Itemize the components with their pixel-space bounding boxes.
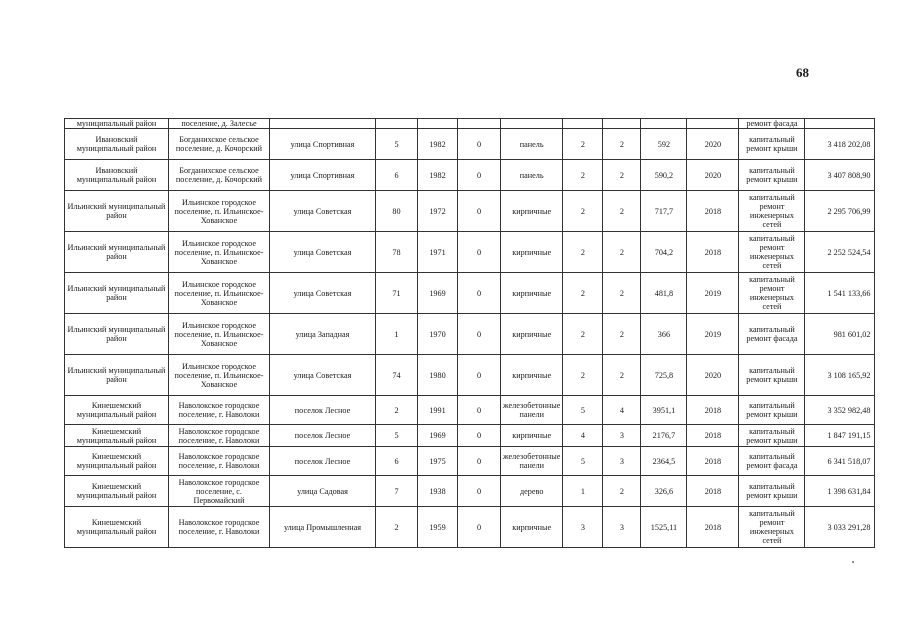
cell-plan-year: 2020 <box>687 129 739 160</box>
cell-wall <box>501 119 563 129</box>
cell-fl: 2 <box>603 476 641 507</box>
cell-area: 326,6 <box>641 476 687 507</box>
cell-wall: железобетонные панели <box>501 447 563 476</box>
cell-floors-num: 0 <box>458 476 501 507</box>
cell-fl: 3 <box>603 447 641 476</box>
cell-fl: 2 <box>603 129 641 160</box>
cell-settlement: Наволокское городское поселение, г. Наволоки <box>169 447 270 476</box>
cell-fl: 2 <box>603 232 641 273</box>
cell-year: 1971 <box>418 232 458 273</box>
cell-floors-num: 0 <box>458 129 501 160</box>
cell-wall: кирпичные <box>501 507 563 548</box>
cell-work: капитальный ремонт крыши <box>739 425 805 447</box>
cell-house: 74 <box>376 355 418 396</box>
cell-year: 1938 <box>418 476 458 507</box>
cell-cost: 3 033 291,28 <box>805 507 875 548</box>
cell-entr <box>563 119 603 129</box>
cell-area: 704,2 <box>641 232 687 273</box>
cell-settlement: Богданихское сельское поселение, д. Кочорский <box>169 160 270 191</box>
cell-area: 1525,11 <box>641 507 687 548</box>
cell-area: 3951,1 <box>641 396 687 425</box>
cell-district: Ильинский муниципальный район <box>65 232 169 273</box>
cell-street: улица Спортивная <box>270 160 376 191</box>
cell-plan-year: 2018 <box>687 476 739 507</box>
cell-settlement: Ильинское городское поселение, п. Ильинское-Хованское <box>169 355 270 396</box>
cell-year: 1982 <box>418 160 458 191</box>
cell-district: Кинешемский муниципальный район <box>65 447 169 476</box>
cell-year <box>418 119 458 129</box>
cell-floors-num: 0 <box>458 191 501 232</box>
cell-area: 592 <box>641 129 687 160</box>
cell-settlement: поселение, д. Залесье <box>169 119 270 129</box>
cell-cost: 3 108 165,92 <box>805 355 875 396</box>
housing-register-table <box>64 118 875 548</box>
cell-cost: 1 541 133,66 <box>805 273 875 314</box>
cell-district: Ильинский муниципальный район <box>65 314 169 355</box>
cell-district: Ивановский муниципальный район <box>65 129 169 160</box>
cell-year: 1969 <box>418 425 458 447</box>
cell-cost: 1 847 191,15 <box>805 425 875 447</box>
cell-year: 1959 <box>418 507 458 548</box>
cell-fl: 2 <box>603 191 641 232</box>
cell-house: 2 <box>376 507 418 548</box>
cell-year: 1982 <box>418 129 458 160</box>
cell-street: улица Спортивная <box>270 129 376 160</box>
cell-plan-year: 2018 <box>687 425 739 447</box>
cell-area: 717,7 <box>641 191 687 232</box>
cell-work: капитальный ремонт инженерных сетей <box>739 191 805 232</box>
cell-entr: 2 <box>563 129 603 160</box>
cell-cost: 981 601,02 <box>805 314 875 355</box>
cell-district: Ильинский муниципальный район <box>65 355 169 396</box>
cell-floors-num: 0 <box>458 355 501 396</box>
cell-entr: 5 <box>563 447 603 476</box>
cell-street: улица Советская <box>270 355 376 396</box>
cell-district: Ильинский муниципальный район <box>65 191 169 232</box>
cell-district: муниципальный район <box>65 119 169 129</box>
cell-area: 590,2 <box>641 160 687 191</box>
cell-cost: 3 418 202,08 <box>805 129 875 160</box>
cell-district: Ильинский муниципальный район <box>65 273 169 314</box>
cell-plan-year: 2019 <box>687 273 739 314</box>
cell-plan-year: 2020 <box>687 355 739 396</box>
table-row <box>65 447 875 476</box>
cell-work: капитальный ремонт крыши <box>739 396 805 425</box>
cell-entr: 2 <box>563 232 603 273</box>
cell-settlement: Ильинское городское поселение, п. Ильинское-Хованское <box>169 314 270 355</box>
cell-street: поселок Лесное <box>270 396 376 425</box>
cell-year: 1969 <box>418 273 458 314</box>
cell-entr: 2 <box>563 273 603 314</box>
table-row <box>65 396 875 425</box>
cell-street <box>270 119 376 129</box>
cell-cost: 3 352 982,48 <box>805 396 875 425</box>
cell-entr: 2 <box>563 191 603 232</box>
cell-fl: 2 <box>603 314 641 355</box>
cell-house: 5 <box>376 425 418 447</box>
cell-area: 481,8 <box>641 273 687 314</box>
cell-floors-num: 0 <box>458 396 501 425</box>
table-row <box>65 507 875 548</box>
cell-settlement: Ильинское городское поселение, п. Ильинское-Хованское <box>169 273 270 314</box>
cell-house: 5 <box>376 129 418 160</box>
cell-settlement: Богданихское сельское поселение, д. Кочорский <box>169 129 270 160</box>
cell-plan-year: 2020 <box>687 160 739 191</box>
cell-plan-year: 2018 <box>687 447 739 476</box>
table-row <box>65 191 875 232</box>
cell-district: Кинешемский муниципальный район <box>65 507 169 548</box>
scan-speck <box>852 561 854 563</box>
table-row <box>65 129 875 160</box>
cell-district: Ивановский муниципальный район <box>65 160 169 191</box>
cell-plan-year <box>687 119 739 129</box>
cell-floors-num: 0 <box>458 447 501 476</box>
cell-work: капитальный ремонт фасада <box>739 447 805 476</box>
cell-fl <box>603 119 641 129</box>
cell-cost: 3 407 808,90 <box>805 160 875 191</box>
table-row <box>65 160 875 191</box>
cell-wall: кирпичные <box>501 232 563 273</box>
cell-area: 2176,7 <box>641 425 687 447</box>
cell-year: 1970 <box>418 314 458 355</box>
table-row <box>65 425 875 447</box>
cell-cost: 1 398 631,84 <box>805 476 875 507</box>
cell-plan-year: 2018 <box>687 191 739 232</box>
cell-district: Кинешемский муниципальный район <box>65 396 169 425</box>
cell-cost <box>805 119 875 129</box>
cell-district: Кинешемский муниципальный район <box>65 476 169 507</box>
cell-fl: 4 <box>603 396 641 425</box>
cell-house: 6 <box>376 447 418 476</box>
cell-plan-year: 2018 <box>687 507 739 548</box>
cell-fl: 3 <box>603 507 641 548</box>
cell-year: 1980 <box>418 355 458 396</box>
cell-street: улица Советская <box>270 273 376 314</box>
cell-entr: 1 <box>563 476 603 507</box>
cell-house: 7 <box>376 476 418 507</box>
cell-work: капитальный ремонт крыши <box>739 160 805 191</box>
cell-street: улица Садовая <box>270 476 376 507</box>
cell-street: поселок Лесное <box>270 425 376 447</box>
table-row <box>65 476 875 507</box>
cell-area <box>641 119 687 129</box>
cell-fl: 3 <box>603 425 641 447</box>
cell-wall: кирпичные <box>501 355 563 396</box>
cell-settlement: Ильинское городское поселение, п. Ильинское-Хованское <box>169 232 270 273</box>
cell-wall: железобетонные панели <box>501 396 563 425</box>
cell-wall: кирпичные <box>501 273 563 314</box>
cell-house <box>376 119 418 129</box>
cell-street: улица Советская <box>270 191 376 232</box>
cell-house: 2 <box>376 396 418 425</box>
cell-year: 1991 <box>418 396 458 425</box>
cell-work: капитальный ремонт инженерных сетей <box>739 273 805 314</box>
cell-floors-num: 0 <box>458 160 501 191</box>
table-row <box>65 232 875 273</box>
table-row <box>65 273 875 314</box>
table-row <box>65 355 875 396</box>
cell-floors-num: 0 <box>458 507 501 548</box>
cell-entr: 3 <box>563 507 603 548</box>
cell-entr: 2 <box>563 160 603 191</box>
cell-floors-num: 0 <box>458 273 501 314</box>
cell-area: 2364,5 <box>641 447 687 476</box>
cell-settlement: Ильинское городское поселение, п. Ильинское-Хованское <box>169 191 270 232</box>
cell-entr: 4 <box>563 425 603 447</box>
table-row <box>65 314 875 355</box>
table-row <box>65 119 875 129</box>
cell-street: поселок Лесное <box>270 447 376 476</box>
cell-cost: 6 341 518,07 <box>805 447 875 476</box>
cell-house: 80 <box>376 191 418 232</box>
cell-wall: кирпичные <box>501 425 563 447</box>
cell-year: 1975 <box>418 447 458 476</box>
cell-floors-num: 0 <box>458 314 501 355</box>
cell-fl: 2 <box>603 160 641 191</box>
cell-wall: дерево <box>501 476 563 507</box>
cell-fl: 2 <box>603 273 641 314</box>
cell-street: улица Промышленная <box>270 507 376 548</box>
cell-work: капитальный ремонт крыши <box>739 129 805 160</box>
cell-year: 1972 <box>418 191 458 232</box>
cell-wall: кирпичные <box>501 314 563 355</box>
cell-area: 725,8 <box>641 355 687 396</box>
page-number: 68 <box>796 65 809 80</box>
cell-entr: 5 <box>563 396 603 425</box>
cell-district: Кинешемский муниципальный район <box>65 425 169 447</box>
cell-settlement: Наволокское городское поселение, с. Первомайский <box>169 476 270 507</box>
cell-work: капитальный ремонт крыши <box>739 355 805 396</box>
cell-area: 366 <box>641 314 687 355</box>
cell-work: капитальный ремонт инженерных сетей <box>739 232 805 273</box>
cell-fl: 2 <box>603 355 641 396</box>
cell-work: ремонт фасада <box>739 119 805 129</box>
cell-settlement: Наволокское городское поселение, г. Наволоки <box>169 507 270 548</box>
cell-entr: 2 <box>563 355 603 396</box>
cell-entr: 2 <box>563 314 603 355</box>
cell-settlement: Наволокское городское поселение, г. Наволоки <box>169 425 270 447</box>
cell-cost: 2 295 706,99 <box>805 191 875 232</box>
cell-work: капитальный ремонт крыши <box>739 476 805 507</box>
cell-wall: панель <box>501 129 563 160</box>
cell-floors-num: 0 <box>458 232 501 273</box>
cell-settlement: Наволокское городское поселение, г. Наволоки <box>169 396 270 425</box>
cell-plan-year: 2018 <box>687 396 739 425</box>
cell-house: 78 <box>376 232 418 273</box>
cell-cost: 2 252 524,54 <box>805 232 875 273</box>
cell-house: 6 <box>376 160 418 191</box>
cell-plan-year: 2018 <box>687 232 739 273</box>
cell-house: 1 <box>376 314 418 355</box>
cell-street: улица Западная <box>270 314 376 355</box>
cell-wall: кирпичные <box>501 191 563 232</box>
cell-house: 71 <box>376 273 418 314</box>
cell-work: капитальный ремонт фасада <box>739 314 805 355</box>
cell-work: капитальный ремонт инженерных сетей <box>739 507 805 548</box>
cell-floors-num <box>458 119 501 129</box>
cell-street: улица Советская <box>270 232 376 273</box>
cell-plan-year: 2019 <box>687 314 739 355</box>
cell-floors-num: 0 <box>458 425 501 447</box>
cell-wall: панель <box>501 160 563 191</box>
